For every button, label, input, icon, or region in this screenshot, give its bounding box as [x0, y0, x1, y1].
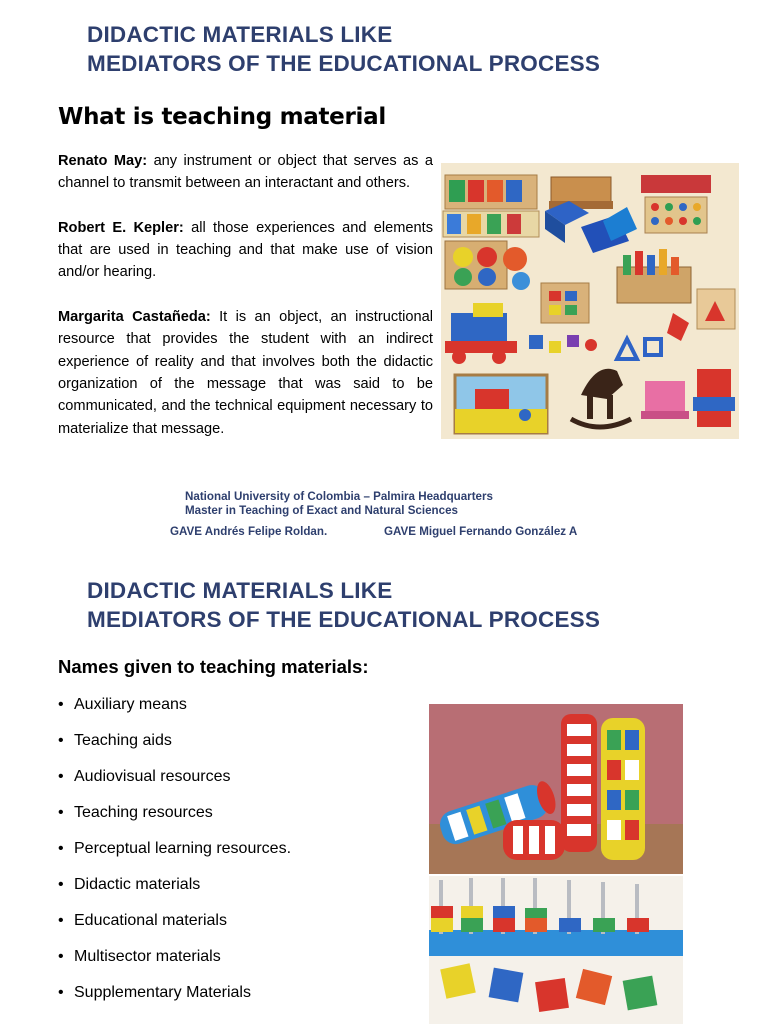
list-item: [58, 802, 291, 838]
section1-subtitle: What is teaching material: [58, 104, 386, 130]
list-item-text: Supplementary Materials: [74, 984, 251, 1001]
bullet: •: [58, 768, 64, 785]
bullet: •: [58, 804, 64, 821]
list-item-text: Auxiliary means: [74, 696, 187, 713]
list-item: [58, 946, 291, 982]
bullet: •: [58, 984, 64, 1001]
names-list: [58, 694, 291, 1018]
definition-robert-kepler: [58, 217, 433, 284]
section1-heading: [87, 20, 600, 78]
list-item-text: Educational materials: [74, 912, 227, 929]
heading-line-2: MEDIATORS OF THE EDUCATIONAL PROCESS: [87, 607, 601, 632]
definition-author: Margarita Castañeda:: [58, 309, 211, 326]
list-item: [58, 730, 291, 766]
definitions: [58, 150, 433, 462]
list-item: [58, 766, 291, 802]
definition-author: Renato May:: [58, 153, 148, 169]
wooden-didactic-toys-photo: [441, 163, 739, 439]
toys-photo-illustration: [429, 704, 683, 1024]
definition-margarita-castaneda: [58, 306, 433, 440]
footer-author-1: GAVE Andrés Felipe Roldan.: [170, 525, 328, 538]
bullet: •: [58, 912, 64, 929]
list-item-text: Teaching resources: [74, 804, 213, 821]
footer-author-2: GAVE Miguel Fernando González A: [384, 525, 578, 538]
bullet: •: [58, 696, 64, 713]
definition-renato-may: [58, 150, 433, 195]
list-item-text: Teaching aids: [74, 732, 172, 749]
cylinder-and-stacking-toys-photo: [429, 704, 683, 1024]
section2-heading: [87, 576, 600, 634]
section2-subtitle: Names given to teaching materials:: [58, 656, 369, 677]
footer-university: National University of Colombia – Palmira Headquarters: [185, 490, 493, 503]
bullet: •: [58, 876, 64, 893]
bullet: •: [58, 948, 64, 965]
list-item: [58, 838, 291, 874]
bullet: •: [58, 732, 64, 749]
toys-illustration: [441, 163, 739, 439]
heading-line-1: DIDACTIC MATERIALS LIKE: [87, 22, 393, 47]
list-item-text: Audiovisual resources: [74, 768, 231, 785]
list-item: [58, 694, 291, 730]
definition-text: all those experiences and elements that are used in teaching and that make use of vision and/or hearing.: [58, 219, 433, 281]
definition-author: Robert E. Kepler:: [58, 219, 184, 236]
list-item-text: Multisector materials: [74, 948, 221, 965]
list-item: [58, 910, 291, 946]
heading-line-2: MEDIATORS OF THE EDUCATIONAL PROCESS: [87, 51, 601, 76]
list-item: [58, 874, 291, 910]
heading-line-1: DIDACTIC MATERIALS LIKE: [87, 578, 393, 603]
list-item: [58, 982, 291, 1018]
footer-program: Master in Teaching of Exact and Natural Sciences: [185, 504, 458, 517]
list-item-text: Perceptual learning resources.: [74, 840, 292, 857]
definition-text: any instrument or object that serves as a channel to transmit between an interactant and others.: [58, 153, 433, 192]
definition-text: It is an object, an instructional resource that provides the student with an indirect experience of reality and that involves both the didactic organization of the message that was said to be communicated, and the technical equipment necessary to materialize that message.: [58, 309, 434, 437]
bullet: •: [58, 840, 64, 857]
list-item-text: Didactic materials: [74, 876, 201, 893]
